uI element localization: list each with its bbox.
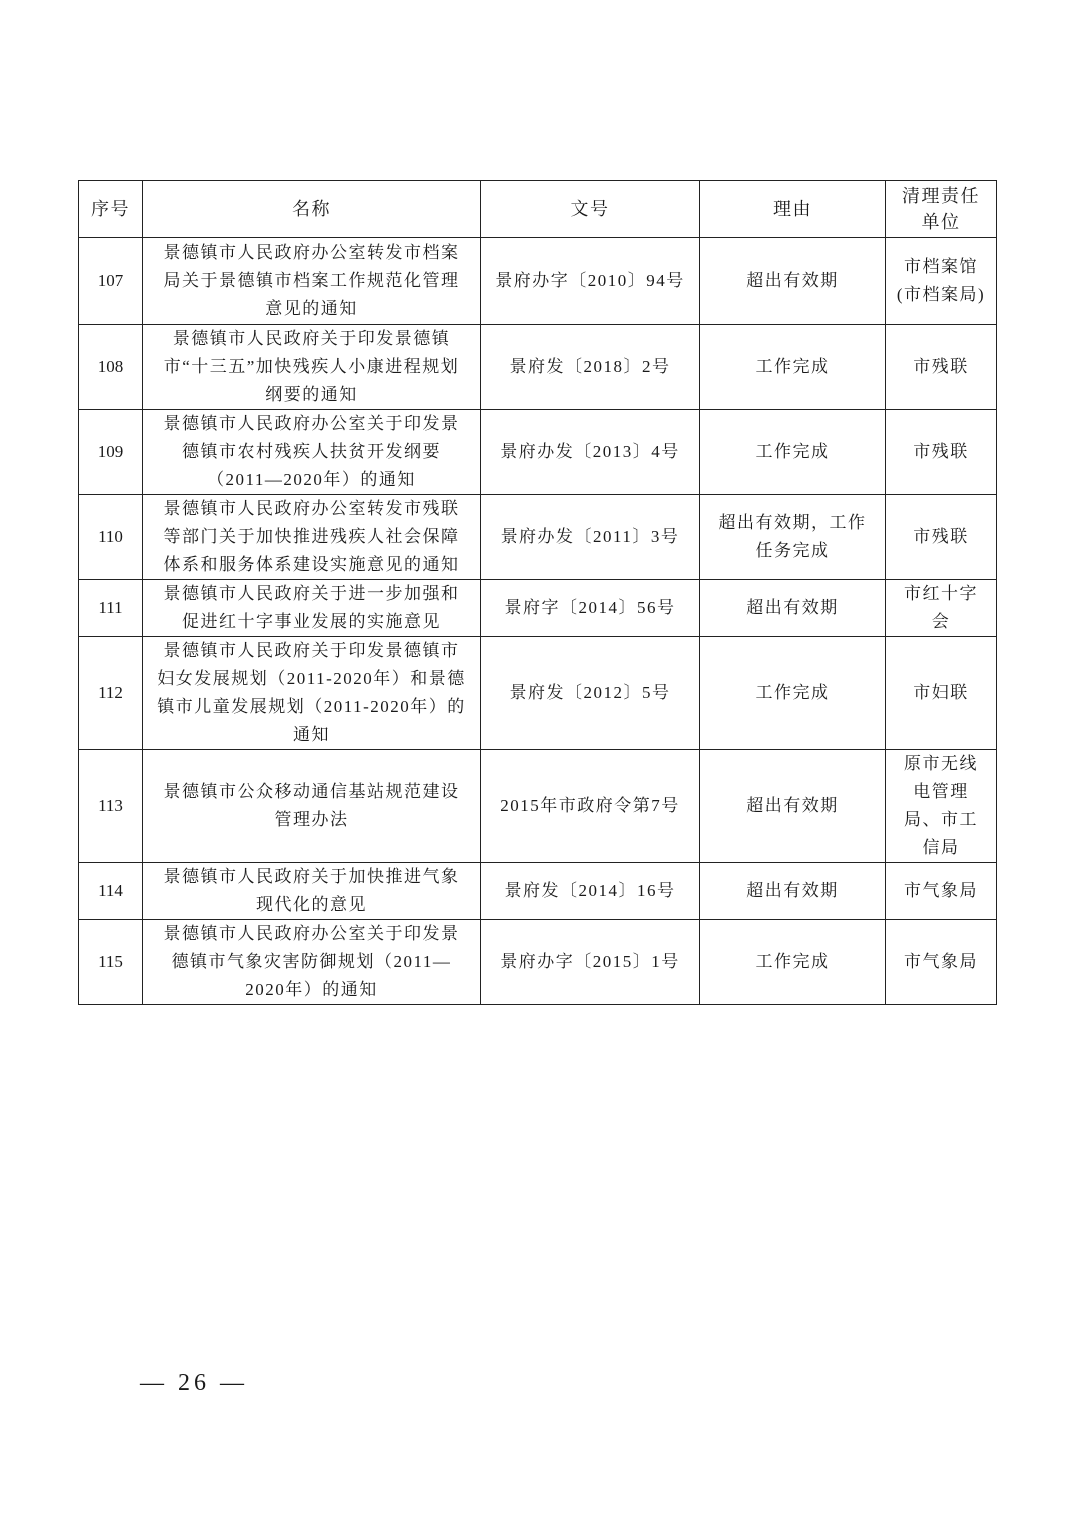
row-reason: 超出有效期	[700, 750, 886, 863]
row-doc-number: 景府办字〔2010〕94号	[481, 238, 700, 325]
row-unit: 市红十字会	[886, 580, 997, 637]
header-doc-number: 文号	[481, 181, 700, 238]
row-doc-number: 景府办发〔2013〕4号	[481, 410, 700, 495]
row-doc-number: 景府发〔2012〕5号	[481, 637, 700, 750]
row-reason: 工作完成	[700, 637, 886, 750]
row-reason: 工作完成	[700, 410, 886, 495]
row-number: 112	[79, 637, 143, 750]
row-number: 108	[79, 325, 143, 410]
table-row	[79, 920, 997, 1005]
row-unit: 市残联	[886, 495, 997, 580]
row-unit: 市残联	[886, 410, 997, 495]
header-reason: 理由	[700, 181, 886, 238]
row-name: 景德镇市人民政府关于进一步加强和促进红十字事业发展的实施意见	[143, 580, 481, 637]
row-number: 110	[79, 495, 143, 580]
row-reason: 工作完成	[700, 325, 886, 410]
row-name: 景德镇市公众移动通信基站规范建设管理办法	[143, 750, 481, 863]
row-reason: 超出有效期	[700, 863, 886, 920]
row-number: 109	[79, 410, 143, 495]
row-name: 景德镇市人民政府办公室转发市残联等部门关于加快推进残疾人社会保障体系和服务体系建设实施意见的通知	[143, 495, 481, 580]
row-doc-number: 2015年市政府令第7号	[481, 750, 700, 863]
row-reason: 工作完成	[700, 920, 886, 1005]
row-number: 111	[79, 580, 143, 637]
table-row	[79, 750, 997, 863]
table-row	[79, 410, 997, 495]
row-reason: 超出有效期	[700, 580, 886, 637]
row-doc-number: 景府发〔2018〕2号	[481, 325, 700, 410]
row-name: 景德镇市人民政府关于印发景德镇市妇女发展规划（2011-2020年）和景德镇市儿童发展规划（2011-2020年）的通知	[143, 637, 481, 750]
row-name: 景德镇市人民政府办公室关于印发景德镇市气象灾害防御规划（2011—2020年）的通知	[143, 920, 481, 1005]
table-row	[79, 325, 997, 410]
row-name: 景德镇市人民政府关于加快推进气象现代化的意见	[143, 863, 481, 920]
page-number: — 26 —	[140, 1370, 248, 1396]
header-no: 序号	[79, 181, 143, 238]
row-number: 114	[79, 863, 143, 920]
row-unit: 市残联	[886, 325, 997, 410]
row-reason: 超出有效期	[700, 238, 886, 325]
row-unit: 市气象局	[886, 863, 997, 920]
row-doc-number: 景府办字〔2015〕1号	[481, 920, 700, 1005]
row-name: 景德镇市人民政府办公室转发市档案局关于景德镇市档案工作规范化管理意见的通知	[143, 238, 481, 325]
row-name: 景德镇市人民政府办公室关于印发景德镇市农村残疾人扶贫开发纲要（2011—2020年）的通知	[143, 410, 481, 495]
row-doc-number: 景府发〔2014〕16号	[481, 863, 700, 920]
row-number: 115	[79, 920, 143, 1005]
row-doc-number: 景府办发〔2011〕3号	[481, 495, 700, 580]
header-row	[79, 181, 997, 238]
row-number: 107	[79, 238, 143, 325]
table-row	[79, 637, 997, 750]
row-number: 113	[79, 750, 143, 863]
document-table	[78, 180, 997, 1005]
row-name: 景德镇市人民政府关于印发景德镇市“十三五”加快残疾人小康进程规划纲要的通知	[143, 325, 481, 410]
row-reason: 超出有效期，工作任务完成	[700, 495, 886, 580]
row-unit: 原市无线电管理局、市工信局	[886, 750, 997, 863]
row-unit: 市气象局	[886, 920, 997, 1005]
table-row	[79, 580, 997, 637]
table-row	[79, 863, 997, 920]
table-row	[79, 238, 997, 325]
table-row	[79, 495, 997, 580]
header-unit: 清理责任单位	[886, 181, 997, 238]
row-unit: 市妇联	[886, 637, 997, 750]
header-name: 名称	[143, 181, 481, 238]
row-doc-number: 景府字〔2014〕56号	[481, 580, 700, 637]
row-unit: 市档案馆(市档案局)	[886, 238, 997, 325]
